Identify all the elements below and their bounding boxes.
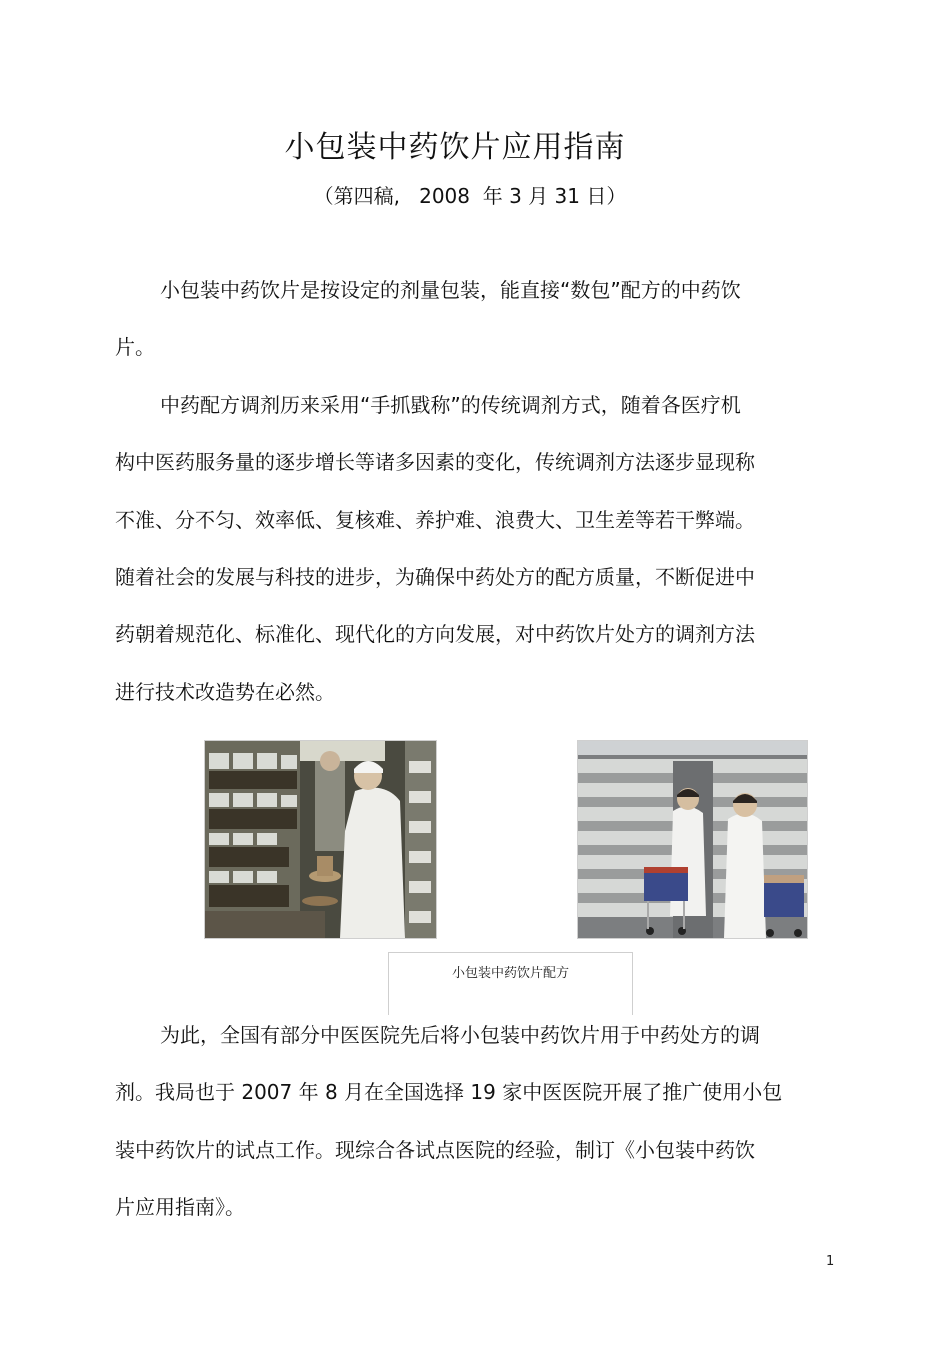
document-title: 小包装中药饮片应用指南 (284, 130, 626, 165)
page-number: 1 (826, 1254, 835, 1269)
paragraph-1-line-1: 小包装中药饮片是按设定的剂量包装，能直接“数包”配方的中药饮 (160, 278, 741, 302)
paragraph-2-line-2: 构中医药服务量的逐步增长等诸多因素的变化，传统调剂方法逐步显现称 (115, 450, 755, 474)
paragraph-3-line-3: 装中药饮片的试点工作。现综合各试点医院的经验，制订《小包装中药饮 (115, 1138, 755, 1162)
photo-traditional-dispensing (204, 740, 437, 939)
paragraph-2-line-4: 随着社会的发展与科技的进步，为确保中药处方的配方质量，不断促进中 (115, 565, 755, 589)
paragraph-1-line-2: 片。 (115, 335, 155, 359)
document-subtitle: （第四稿, 2008 年 3 月 31 日） (313, 184, 627, 208)
figure-caption-box (388, 952, 633, 1015)
paragraph-2-line-1: 中药配方调剂历来采用“手抓戥称”的传统调剂方式，随着各医疗机 (160, 393, 741, 417)
figure-caption: 小包装中药饮片配方 (451, 966, 569, 981)
paragraph-3-line-4: 片应用指南》。 (115, 1195, 245, 1219)
photo-small-package-dispensing (577, 740, 808, 939)
paragraph-3-line-1: 为此，全国有部分中医医院先后将小包装中药饮片用于中药处方的调 (160, 1023, 760, 1047)
paragraph-2-line-3: 不准、分不匀、效率低、复核难、养护难、浪费大、卫生差等若干弊端。 (115, 508, 755, 532)
paragraph-2-line-6: 进行技术改造势在必然。 (115, 680, 335, 704)
paragraph-3-line-2: 剂。我局也于 2007 年 8 月在全国选择 19 家中医医院开展了推广使用小包 (115, 1080, 783, 1104)
paragraph-2-line-5: 药朝着规范化、标准化、现代化的方向发展，对中药饮片处方的调剂方法 (115, 622, 755, 646)
